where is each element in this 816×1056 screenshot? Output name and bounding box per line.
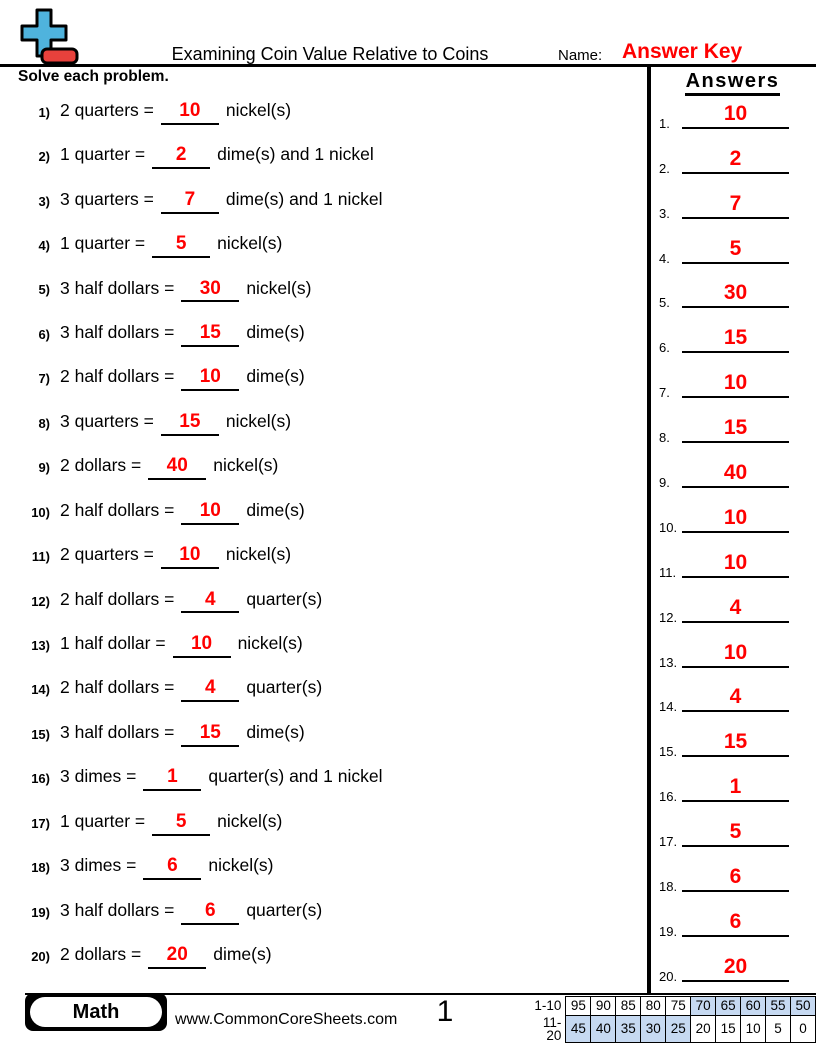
problem-post: nickel(s) [225, 544, 292, 565]
problem-row [18, 312, 643, 356]
answer-value: 10 [190, 633, 213, 655]
problem-row [18, 757, 643, 801]
problem-number: 8) [38, 415, 50, 431]
answer-value: 10 [723, 371, 748, 395]
problem-number: 12) [31, 593, 50, 609]
answer-line[interactable] [682, 148, 789, 174]
problem-number: 13) [31, 637, 50, 653]
answer-row [655, 541, 816, 586]
problem-number: 1) [38, 104, 50, 120]
worksheet-title: Examining Coin Value Relative to Coins [171, 44, 489, 64]
answer-blank[interactable] [148, 456, 206, 480]
grading-cell: 5 [766, 1016, 791, 1043]
grading-cell: 40 [591, 1016, 616, 1043]
grading-cell: 15 [716, 1016, 741, 1043]
website-url: www.CommonCoreSheets.com [175, 1011, 398, 1028]
answer-blank[interactable] [181, 323, 239, 347]
subject-label: Math [30, 997, 162, 1027]
answer-number: 7. [659, 385, 670, 401]
answer-blank[interactable] [161, 101, 219, 125]
answer-row [655, 316, 816, 361]
answer-line[interactable] [682, 731, 789, 757]
grading-cell: 45 [566, 1016, 591, 1043]
answer-blank[interactable] [152, 812, 210, 836]
answer-value: 30 [199, 277, 221, 299]
grading-cell: 70 [691, 997, 716, 1016]
answer-value: 1 [167, 766, 178, 788]
grading-cell: 0 [791, 1016, 816, 1043]
problem-row [18, 134, 643, 178]
answer-row [655, 361, 816, 406]
problem-pre: 3 quarters = [60, 410, 154, 431]
answer-row [655, 451, 816, 496]
answer-blank[interactable] [161, 545, 219, 569]
problem-post: nickel(s) [217, 810, 283, 831]
answer-value: 10 [179, 99, 201, 121]
problem-row [18, 712, 643, 756]
problem-post: quarter(s) [246, 677, 323, 698]
grading-cell: 65 [716, 997, 741, 1016]
problem-pre: 1 half dollar = [60, 633, 166, 654]
answer-value: 6 [729, 909, 742, 933]
problem-number: 7) [38, 371, 50, 387]
problem-post: dime(s) [246, 321, 305, 342]
answer-line[interactable] [682, 597, 789, 623]
answer-row [655, 406, 816, 451]
answer-value: 5 [729, 820, 742, 844]
answer-number: 14. [659, 699, 678, 715]
answer-row [655, 810, 816, 855]
answer-line[interactable] [682, 911, 789, 937]
problem-row [18, 623, 643, 667]
answer-number: 15. [659, 744, 678, 760]
answer-line[interactable] [682, 686, 789, 712]
answer-value: 1 [729, 775, 742, 799]
answer-line[interactable] [682, 866, 789, 892]
answer-blank[interactable] [161, 190, 219, 214]
grading-cell: 75 [666, 997, 691, 1016]
answer-number: 9. [659, 475, 670, 491]
problem-pre: 3 half dollars = [60, 721, 175, 742]
answer-value: 15 [179, 410, 201, 432]
answer-value: 40 [166, 455, 188, 477]
answer-row [655, 765, 816, 810]
grading-row [532, 1016, 816, 1043]
answer-blank[interactable] [161, 412, 219, 436]
problem-row [18, 179, 643, 223]
answer-value: 7 [729, 191, 742, 215]
answer-number: 5. [659, 295, 670, 311]
problem-row [18, 268, 643, 312]
answer-value: 5 [729, 236, 742, 260]
problem-row [18, 845, 643, 889]
answer-value: 10 [723, 550, 748, 574]
answer-row [655, 855, 816, 900]
answer-value: 20 [166, 944, 188, 966]
answer-blank[interactable] [152, 234, 210, 258]
answer-value: 15 [199, 321, 221, 343]
answer-line[interactable] [682, 372, 789, 398]
problem-post: dime(s) [213, 944, 272, 965]
grading-cell: 10 [741, 1016, 766, 1043]
grading-cell: 95 [566, 997, 591, 1016]
problem-post: dime(s) [246, 499, 305, 520]
answer-number: 8. [659, 430, 670, 446]
answer-value: 10 [199, 366, 221, 388]
problem-number: 2) [38, 149, 50, 165]
answer-number: 17. [659, 834, 678, 850]
answer-line[interactable] [682, 507, 789, 533]
problem-pre: 1 quarter = [60, 233, 146, 254]
answer-line[interactable] [682, 193, 789, 219]
answers-list [655, 92, 816, 990]
answer-value: 10 [199, 499, 221, 521]
answer-number: 6. [659, 340, 670, 356]
answer-blank[interactable] [181, 590, 239, 614]
answer-value: 2 [175, 144, 187, 166]
answer-value: 2 [729, 146, 742, 170]
problem-post: quarter(s) and 1 nickel [208, 766, 383, 787]
problem-post: dime(s) [246, 721, 305, 742]
grading-cell: 80 [641, 997, 666, 1016]
problem-pre: 3 half dollars = [60, 899, 175, 920]
answer-value: 20 [723, 954, 748, 978]
problem-row [18, 490, 643, 534]
answer-row [655, 586, 816, 631]
name-field[interactable]: Answer Key [622, 40, 743, 63]
grading-cell: 90 [591, 997, 616, 1016]
problem-number: 14) [31, 682, 50, 698]
problem-pre: 2 quarters = [60, 99, 154, 120]
problem-row [18, 801, 643, 845]
answer-value: 4 [205, 677, 216, 699]
problem-pre: 1 quarter = [60, 810, 146, 831]
problem-number: 15) [31, 726, 50, 742]
answer-number: 2. [659, 160, 670, 176]
answer-row [655, 900, 816, 945]
answer-value: 7 [184, 188, 196, 210]
answer-value: 6 [729, 864, 742, 888]
answer-number: 16. [659, 789, 678, 805]
problems-list [18, 90, 643, 979]
grading-row [532, 997, 816, 1016]
page-number: 1 [436, 995, 454, 1028]
answers-title: Answers [655, 70, 810, 93]
answer-row [655, 137, 816, 182]
problem-post: dime(s) and 1 nickel [217, 144, 374, 165]
problem-row [18, 534, 643, 578]
problem-row [18, 668, 643, 712]
grading-cell: 60 [741, 997, 766, 1016]
problem-number: 6) [38, 326, 50, 342]
problem-pre: 2 half dollars = [60, 366, 175, 387]
answer-number: 20. [659, 968, 678, 984]
name-label: Name: [558, 47, 603, 64]
subject-badge [25, 993, 167, 1031]
problem-row [18, 90, 643, 134]
problem-post: nickel(s) [246, 277, 312, 298]
problem-row [18, 223, 643, 267]
answer-line[interactable] [682, 821, 789, 847]
problem-number: 10) [31, 504, 50, 520]
answer-number: 19. [659, 923, 678, 939]
answer-number: 13. [659, 654, 678, 670]
problem-post: dime(s) [246, 366, 305, 387]
answer-line[interactable] [682, 327, 789, 353]
answer-row [655, 92, 816, 137]
answer-row [655, 631, 816, 676]
problem-row [18, 890, 643, 934]
commoncoresheets-logo-icon [18, 6, 82, 68]
problem-pre: 3 half dollars = [60, 321, 175, 342]
problem-post: dime(s) and 1 nickel [225, 188, 383, 209]
problem-pre: 2 half dollars = [60, 499, 175, 520]
grading-cell: 30 [641, 1016, 666, 1043]
problem-pre: 2 dollars = [60, 455, 142, 476]
problem-post: nickel(s) [225, 410, 292, 431]
answer-row [655, 272, 816, 317]
answer-line[interactable] [682, 282, 789, 308]
answer-row [655, 496, 816, 541]
answer-value: 4 [205, 588, 216, 610]
problem-row [18, 446, 643, 490]
answer-line[interactable] [682, 462, 789, 488]
grading-cell: 35 [616, 1016, 641, 1043]
problem-number: 19) [31, 904, 50, 920]
answer-row [655, 720, 816, 765]
grading-range-label: 11-20 [542, 1014, 562, 1043]
problem-post: nickel(s) [237, 633, 303, 654]
problem-row [18, 357, 643, 401]
problem-post: quarter(s) [246, 899, 323, 920]
answer-number: 11. [659, 564, 677, 580]
answer-value: 10 [723, 640, 748, 664]
answer-blank[interactable] [173, 634, 231, 658]
problem-post: nickel(s) [225, 99, 292, 120]
grading-range-label: 1-10 [534, 998, 562, 1014]
answer-value: 5 [175, 810, 187, 832]
answer-value: 6 [167, 855, 178, 877]
answer-row [655, 182, 816, 227]
answer-number: 12. [659, 609, 678, 625]
answer-blank[interactable] [181, 723, 239, 747]
answer-number: 4. [659, 250, 670, 266]
answer-line[interactable] [682, 417, 789, 443]
problem-pre: 2 dollars = [60, 944, 142, 965]
problem-post: nickel(s) [208, 855, 274, 876]
problem-number: 11) [31, 549, 50, 565]
answer-blank[interactable] [181, 367, 239, 391]
problem-row [18, 934, 643, 978]
answer-line[interactable] [682, 956, 789, 982]
answer-line[interactable] [682, 642, 789, 668]
answer-number: 1. [659, 115, 670, 131]
problem-number: 5) [38, 282, 50, 298]
answer-blank[interactable] [143, 856, 201, 880]
answer-value: 15 [723, 416, 748, 440]
answer-line[interactable] [682, 776, 789, 802]
answer-blank[interactable] [152, 145, 210, 169]
answer-line[interactable] [682, 103, 789, 129]
answer-blank[interactable] [148, 945, 206, 969]
answer-blank[interactable] [181, 901, 239, 925]
answer-value: 6 [205, 899, 216, 921]
problem-number: 18) [31, 860, 50, 876]
grading-cell: 55 [766, 997, 791, 1016]
answer-value: 15 [723, 326, 748, 350]
answer-blank[interactable] [181, 678, 239, 702]
answer-value: 15 [723, 730, 748, 754]
problem-number: 4) [38, 238, 50, 254]
problem-pre: 3 dimes = [60, 766, 137, 787]
grading-cell: 20 [691, 1016, 716, 1043]
problem-number: 20) [31, 949, 50, 965]
answer-blank[interactable] [181, 279, 239, 303]
problem-row [18, 579, 643, 623]
problem-pre: 3 quarters = [60, 188, 154, 209]
answers-column-divider [647, 67, 651, 993]
problem-pre: 2 quarters = [60, 544, 154, 565]
problem-post: nickel(s) [213, 455, 279, 476]
grading-cell: 50 [791, 997, 816, 1016]
answer-value: 5 [175, 233, 187, 255]
answer-number: 10. [659, 519, 678, 535]
answer-value: 10 [723, 101, 748, 125]
problem-number: 16) [31, 771, 50, 787]
problem-pre: 3 dimes = [60, 855, 137, 876]
problem-post: nickel(s) [217, 233, 283, 254]
grading-table [532, 996, 816, 1043]
problem-pre: 2 half dollars = [60, 677, 175, 698]
answer-value: 4 [729, 685, 742, 709]
answer-value: 4 [729, 595, 742, 619]
problem-pre: 3 half dollars = [60, 277, 175, 298]
problem-row [18, 401, 643, 445]
answer-row [655, 945, 816, 990]
answers-column [655, 0, 816, 993]
answer-row [655, 676, 816, 721]
answer-value: 30 [723, 281, 748, 305]
instructions: Solve each problem. [18, 68, 169, 85]
answer-blank[interactable] [181, 501, 239, 525]
answer-number: 18. [659, 879, 678, 895]
answer-value: 15 [199, 721, 221, 743]
answer-value: 10 [179, 544, 201, 566]
problem-number: 9) [38, 460, 50, 476]
answer-blank[interactable] [143, 767, 201, 791]
answer-row [655, 227, 816, 272]
problem-number: 17) [31, 815, 50, 831]
problem-pre: 2 half dollars = [60, 588, 175, 609]
grading-cell: 25 [666, 1016, 691, 1043]
answer-line[interactable] [682, 238, 789, 264]
grading-cell: 85 [616, 997, 641, 1016]
problem-number: 3) [38, 193, 50, 209]
answer-number: 3. [659, 205, 670, 221]
problem-post: quarter(s) [246, 588, 323, 609]
answer-line[interactable] [682, 552, 789, 578]
answer-value: 40 [723, 460, 748, 484]
answer-value: 10 [723, 505, 748, 529]
problem-pre: 1 quarter = [60, 144, 146, 165]
